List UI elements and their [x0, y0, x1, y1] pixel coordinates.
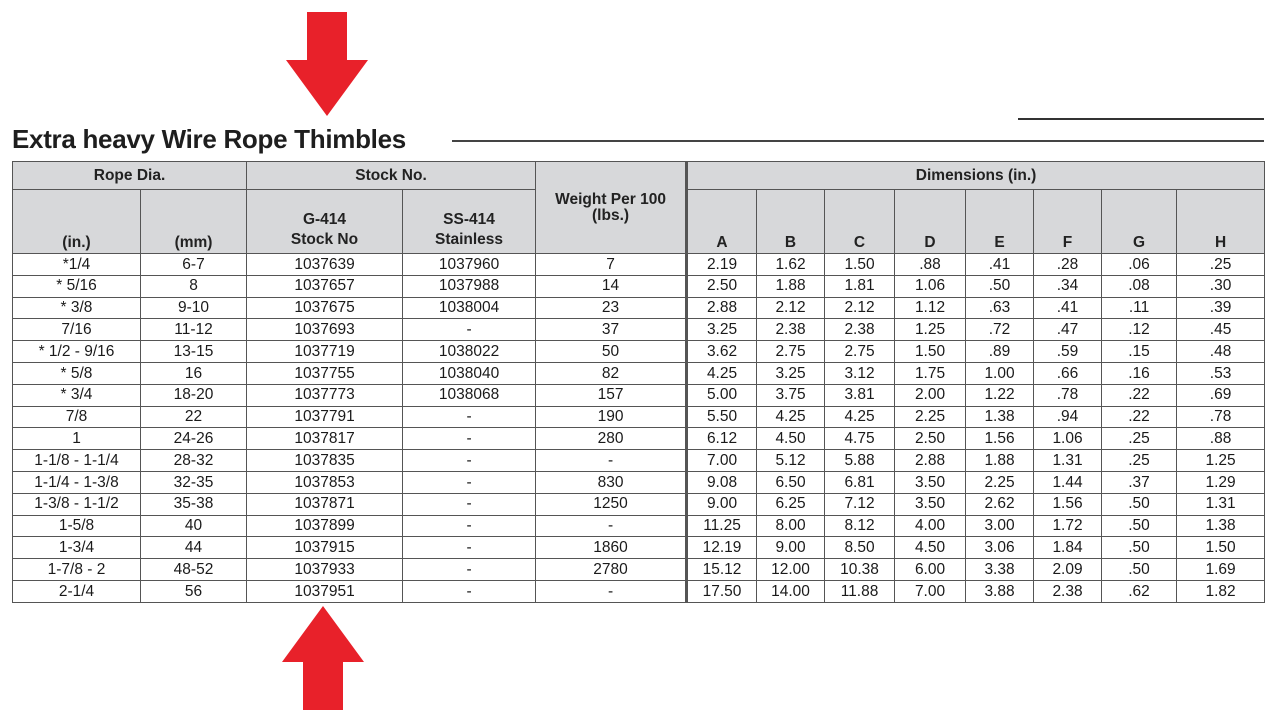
- ss414-header-line1: SS-414: [443, 211, 495, 228]
- cell-ss414-stock: 1038040: [403, 362, 536, 384]
- cell-dim-f: 1.06: [1034, 428, 1102, 450]
- cell-rope-in: *1/4: [13, 254, 141, 276]
- cell-dim-h: 1.31: [1177, 493, 1265, 515]
- cell-dim-b: 6.50: [757, 471, 825, 493]
- cell-dim-b: 5.12: [757, 450, 825, 472]
- cell-dim-c: 2.38: [825, 319, 895, 341]
- cell-dim-b: 6.25: [757, 493, 825, 515]
- down-arrow-icon: [286, 12, 368, 116]
- dim-e-header: E: [966, 190, 1034, 254]
- cell-dim-f: 2.09: [1034, 559, 1102, 581]
- cell-dim-f: .94: [1034, 406, 1102, 428]
- cell-dim-c: 8.12: [825, 515, 895, 537]
- cell-dim-a: 6.12: [687, 428, 757, 450]
- cell-rope-in: 1: [13, 428, 141, 450]
- cell-dim-e: .63: [966, 297, 1034, 319]
- cell-dim-h: 1.25: [1177, 450, 1265, 472]
- rope-dia-header: Rope Dia.: [13, 162, 247, 190]
- cell-dim-g: .22: [1102, 384, 1177, 406]
- cell-dim-a: 3.62: [687, 341, 757, 363]
- cell-dim-f: .47: [1034, 319, 1102, 341]
- cell-dim-c: 5.88: [825, 450, 895, 472]
- cell-dim-h: 1.29: [1177, 471, 1265, 493]
- cell-dim-g: .37: [1102, 471, 1177, 493]
- cell-dim-a: 2.50: [687, 275, 757, 297]
- header-rule: [1018, 118, 1264, 120]
- cell-dim-c: 1.81: [825, 275, 895, 297]
- cell-dim-g: .11: [1102, 297, 1177, 319]
- header-group-row: [13, 162, 1265, 190]
- cell-ss414-stock: -: [403, 450, 536, 472]
- cell-weight: 37: [536, 319, 687, 341]
- cell-ss414-stock: 1037988: [403, 275, 536, 297]
- cell-dim-g: .25: [1102, 450, 1177, 472]
- cell-dim-a: 17.50: [687, 580, 757, 602]
- dim-c-header: C: [825, 190, 895, 254]
- page-title: Extra heavy Wire Rope Thimbles: [12, 124, 406, 154]
- cell-dim-c: 8.50: [825, 537, 895, 559]
- cell-dim-e: 1.88: [966, 450, 1034, 472]
- cell-dim-g: .12: [1102, 319, 1177, 341]
- cell-dim-c: 7.12: [825, 493, 895, 515]
- g414-header-line2: Stock No: [290, 231, 359, 248]
- cell-weight: 157: [536, 384, 687, 406]
- cell-dim-h: .39: [1177, 297, 1265, 319]
- cell-dim-a: 12.19: [687, 537, 757, 559]
- cell-dim-h: 1.69: [1177, 559, 1265, 581]
- cell-dim-e: .41: [966, 254, 1034, 276]
- cell-dim-f: 1.84: [1034, 537, 1102, 559]
- thimbles-spec-table: [12, 161, 1265, 603]
- cell-dim-f: .28: [1034, 254, 1102, 276]
- ss414-header: [403, 190, 536, 254]
- cell-dim-h: .25: [1177, 254, 1265, 276]
- cell-ss414-stock: 1038068: [403, 384, 536, 406]
- table-row: [13, 450, 1265, 472]
- table-row: [13, 362, 1265, 384]
- cell-weight: 280: [536, 428, 687, 450]
- cell-rope-mm: 40: [141, 515, 247, 537]
- cell-dim-b: 4.50: [757, 428, 825, 450]
- weight-header: [536, 162, 687, 254]
- cell-rope-in: 1-1/4 - 1-3/8: [13, 471, 141, 493]
- cell-weight: 82: [536, 362, 687, 384]
- cell-dim-e: 1.56: [966, 428, 1034, 450]
- cell-dim-g: .25: [1102, 428, 1177, 450]
- cell-dim-c: 2.75: [825, 341, 895, 363]
- cell-dim-c: 3.12: [825, 362, 895, 384]
- cell-dim-b: 1.62: [757, 254, 825, 276]
- cell-g414-stock: 1037791: [247, 406, 403, 428]
- cell-dim-c: 10.38: [825, 559, 895, 581]
- cell-g414-stock: 1037853: [247, 471, 403, 493]
- cell-dim-a: 4.25: [687, 362, 757, 384]
- cell-dim-a: 9.00: [687, 493, 757, 515]
- cell-rope-mm: 35-38: [141, 493, 247, 515]
- cell-dim-e: 3.06: [966, 537, 1034, 559]
- cell-rope-in: * 3/8: [13, 297, 141, 319]
- cell-rope-in: * 1/2 - 9/16: [13, 341, 141, 363]
- cell-weight: 14: [536, 275, 687, 297]
- cell-rope-mm: 48-52: [141, 559, 247, 581]
- cell-dim-e: 3.38: [966, 559, 1034, 581]
- cell-dim-g: .16: [1102, 362, 1177, 384]
- cell-weight: 7: [536, 254, 687, 276]
- dim-a-header: A: [687, 190, 757, 254]
- table-row: [13, 580, 1265, 602]
- cell-dim-h: 1.38: [1177, 515, 1265, 537]
- table-row: [13, 319, 1265, 341]
- rope-dia-mm-header: (mm): [141, 190, 247, 254]
- cell-dim-e: 1.38: [966, 406, 1034, 428]
- g414-header: [247, 190, 403, 254]
- cell-dim-h: .30: [1177, 275, 1265, 297]
- cell-dim-b: 3.75: [757, 384, 825, 406]
- cell-ss414-stock: 1038004: [403, 297, 536, 319]
- cell-dim-c: 6.81: [825, 471, 895, 493]
- cell-weight: -: [536, 515, 687, 537]
- table-row: [13, 515, 1265, 537]
- cell-rope-in: * 3/4: [13, 384, 141, 406]
- table-row: [13, 406, 1265, 428]
- table-row: [13, 537, 1265, 559]
- cell-dim-c: 11.88: [825, 580, 895, 602]
- ss414-header-line2: Stainless: [434, 231, 504, 248]
- cell-dim-f: 1.31: [1034, 450, 1102, 472]
- cell-dim-e: 3.88: [966, 580, 1034, 602]
- cell-ss414-stock: -: [403, 580, 536, 602]
- dim-h-header: H: [1177, 190, 1265, 254]
- cell-dim-d: 2.25: [895, 406, 966, 428]
- cell-dim-h: .48: [1177, 341, 1265, 363]
- cell-dim-h: .53: [1177, 362, 1265, 384]
- table-row: [13, 493, 1265, 515]
- cell-dim-f: 1.56: [1034, 493, 1102, 515]
- cell-dim-d: 4.50: [895, 537, 966, 559]
- cell-dim-a: 11.25: [687, 515, 757, 537]
- cell-dim-c: 4.25: [825, 406, 895, 428]
- cell-dim-d: 1.50: [895, 341, 966, 363]
- cell-rope-in: 7/16: [13, 319, 141, 341]
- cell-dim-h: .45: [1177, 319, 1265, 341]
- cell-rope-mm: 28-32: [141, 450, 247, 472]
- cell-ss414-stock: 1038022: [403, 341, 536, 363]
- table-row: [13, 559, 1265, 581]
- cell-dim-h: 1.50: [1177, 537, 1265, 559]
- cell-dim-d: 7.00: [895, 580, 966, 602]
- cell-dim-g: .08: [1102, 275, 1177, 297]
- cell-rope-in: 1-1/8 - 1-1/4: [13, 450, 141, 472]
- cell-dim-e: 1.22: [966, 384, 1034, 406]
- cell-rope-mm: 18-20: [141, 384, 247, 406]
- cell-dim-a: 2.88: [687, 297, 757, 319]
- cell-dim-h: .69: [1177, 384, 1265, 406]
- cell-rope-mm: 8: [141, 275, 247, 297]
- cell-ss414-stock: -: [403, 471, 536, 493]
- cell-dim-e: .72: [966, 319, 1034, 341]
- cell-g414-stock: 1037835: [247, 450, 403, 472]
- stock-no-header: Stock No.: [247, 162, 536, 190]
- cell-g414-stock: 1037639: [247, 254, 403, 276]
- cell-weight: 23: [536, 297, 687, 319]
- cell-g414-stock: 1037817: [247, 428, 403, 450]
- cell-dim-d: 1.12: [895, 297, 966, 319]
- cell-dim-d: 1.75: [895, 362, 966, 384]
- cell-dim-g: .62: [1102, 580, 1177, 602]
- cell-rope-mm: 6-7: [141, 254, 247, 276]
- up-arrow-icon: [282, 606, 364, 710]
- cell-rope-mm: 13-15: [141, 341, 247, 363]
- cell-g414-stock: 1037915: [247, 537, 403, 559]
- cell-rope-in: 2-1/4: [13, 580, 141, 602]
- dim-b-header: B: [757, 190, 825, 254]
- cell-dim-h: .88: [1177, 428, 1265, 450]
- cell-rope-mm: 24-26: [141, 428, 247, 450]
- cell-g414-stock: 1037871: [247, 493, 403, 515]
- cell-rope-mm: 11-12: [141, 319, 247, 341]
- cell-rope-mm: 56: [141, 580, 247, 602]
- cell-dim-f: .34: [1034, 275, 1102, 297]
- dim-f-header: F: [1034, 190, 1102, 254]
- cell-dim-b: 1.88: [757, 275, 825, 297]
- cell-rope-in: 1-3/8 - 1-1/2: [13, 493, 141, 515]
- cell-rope-in: 1-5/8: [13, 515, 141, 537]
- cell-ss414-stock: -: [403, 515, 536, 537]
- cell-rope-mm: 32-35: [141, 471, 247, 493]
- cell-rope-in: * 5/8: [13, 362, 141, 384]
- cell-rope-in: 1-3/4: [13, 537, 141, 559]
- cell-dim-e: 1.00: [966, 362, 1034, 384]
- cell-dim-d: 1.06: [895, 275, 966, 297]
- cell-dim-d: 2.50: [895, 428, 966, 450]
- rope-dia-in-header: (in.): [13, 190, 141, 254]
- cell-ss414-stock: -: [403, 559, 536, 581]
- cell-ss414-stock: -: [403, 428, 536, 450]
- cell-rope-mm: 44: [141, 537, 247, 559]
- cell-dim-d: 2.88: [895, 450, 966, 472]
- dim-g-header: G: [1102, 190, 1177, 254]
- cell-dim-a: 9.08: [687, 471, 757, 493]
- cell-g414-stock: 1037719: [247, 341, 403, 363]
- cell-dim-b: 8.00: [757, 515, 825, 537]
- cell-rope-in: 1-7/8 - 2: [13, 559, 141, 581]
- cell-dim-g: .50: [1102, 493, 1177, 515]
- cell-dim-b: 2.12: [757, 297, 825, 319]
- cell-dim-e: .50: [966, 275, 1034, 297]
- g414-header-line1: G-414: [302, 211, 347, 228]
- cell-dim-b: 9.00: [757, 537, 825, 559]
- cell-rope-in: 7/8: [13, 406, 141, 428]
- cell-dim-d: 3.50: [895, 471, 966, 493]
- cell-dim-d: 6.00: [895, 559, 966, 581]
- cell-dim-a: 7.00: [687, 450, 757, 472]
- cell-g414-stock: 1037773: [247, 384, 403, 406]
- table-row: [13, 341, 1265, 363]
- title-rule: [452, 140, 1264, 142]
- cell-dim-f: 2.38: [1034, 580, 1102, 602]
- cell-dim-b: 14.00: [757, 580, 825, 602]
- cell-dim-b: 2.38: [757, 319, 825, 341]
- cell-g414-stock: 1037675: [247, 297, 403, 319]
- cell-rope-mm: 16: [141, 362, 247, 384]
- cell-dim-c: 4.75: [825, 428, 895, 450]
- cell-dim-h: .78: [1177, 406, 1265, 428]
- cell-dim-c: 2.12: [825, 297, 895, 319]
- cell-dim-g: .06: [1102, 254, 1177, 276]
- cell-dim-f: .41: [1034, 297, 1102, 319]
- table-row: [13, 384, 1265, 406]
- table-row: [13, 471, 1265, 493]
- cell-weight: -: [536, 450, 687, 472]
- cell-rope-in: * 5/16: [13, 275, 141, 297]
- cell-dim-f: .59: [1034, 341, 1102, 363]
- cell-rope-mm: 9-10: [141, 297, 247, 319]
- cell-dim-b: 3.25: [757, 362, 825, 384]
- cell-dim-h: 1.82: [1177, 580, 1265, 602]
- table-body: [13, 254, 1265, 603]
- cell-g414-stock: 1037657: [247, 275, 403, 297]
- cell-dim-a: 3.25: [687, 319, 757, 341]
- dimensions-header: Dimensions (in.): [687, 162, 1265, 190]
- cell-g414-stock: 1037693: [247, 319, 403, 341]
- cell-dim-d: .88: [895, 254, 966, 276]
- cell-ss414-stock: -: [403, 319, 536, 341]
- cell-dim-g: .50: [1102, 559, 1177, 581]
- cell-weight: 1860: [536, 537, 687, 559]
- cell-dim-c: 3.81: [825, 384, 895, 406]
- cell-dim-g: .22: [1102, 406, 1177, 428]
- cell-dim-b: 4.25: [757, 406, 825, 428]
- cell-dim-e: .89: [966, 341, 1034, 363]
- cell-ss414-stock: -: [403, 537, 536, 559]
- cell-dim-d: 2.00: [895, 384, 966, 406]
- cell-weight: 50: [536, 341, 687, 363]
- cell-dim-d: 3.50: [895, 493, 966, 515]
- cell-ss414-stock: -: [403, 406, 536, 428]
- cell-dim-e: 2.62: [966, 493, 1034, 515]
- cell-weight: 1250: [536, 493, 687, 515]
- cell-dim-f: 1.72: [1034, 515, 1102, 537]
- cell-rope-mm: 22: [141, 406, 247, 428]
- cell-ss414-stock: 1037960: [403, 254, 536, 276]
- table-row: [13, 254, 1265, 276]
- cell-weight: 830: [536, 471, 687, 493]
- cell-dim-f: .78: [1034, 384, 1102, 406]
- cell-g414-stock: 1037899: [247, 515, 403, 537]
- cell-g414-stock: 1037755: [247, 362, 403, 384]
- table-row: [13, 275, 1265, 297]
- cell-dim-b: 2.75: [757, 341, 825, 363]
- cell-weight: 2780: [536, 559, 687, 581]
- table-row: [13, 428, 1265, 450]
- cell-ss414-stock: -: [403, 493, 536, 515]
- dim-d-header: D: [895, 190, 966, 254]
- cell-g414-stock: 1037933: [247, 559, 403, 581]
- cell-dim-g: .50: [1102, 515, 1177, 537]
- weight-header-line2: (lbs.): [592, 206, 630, 224]
- cell-dim-a: 2.19: [687, 254, 757, 276]
- cell-weight: 190: [536, 406, 687, 428]
- cell-dim-d: 4.00: [895, 515, 966, 537]
- weight-header-line1: Weight Per 100: [555, 191, 666, 208]
- cell-dim-f: .66: [1034, 362, 1102, 384]
- cell-dim-e: 2.25: [966, 471, 1034, 493]
- cell-dim-c: 1.50: [825, 254, 895, 276]
- table-row: [13, 297, 1265, 319]
- cell-dim-a: 15.12: [687, 559, 757, 581]
- cell-dim-a: 5.00: [687, 384, 757, 406]
- cell-dim-g: .50: [1102, 537, 1177, 559]
- cell-dim-a: 5.50: [687, 406, 757, 428]
- cell-dim-e: 3.00: [966, 515, 1034, 537]
- cell-g414-stock: 1037951: [247, 580, 403, 602]
- cell-dim-f: 1.44: [1034, 471, 1102, 493]
- cell-dim-d: 1.25: [895, 319, 966, 341]
- cell-weight: -: [536, 580, 687, 602]
- cell-dim-b: 12.00: [757, 559, 825, 581]
- cell-dim-g: .15: [1102, 341, 1177, 363]
